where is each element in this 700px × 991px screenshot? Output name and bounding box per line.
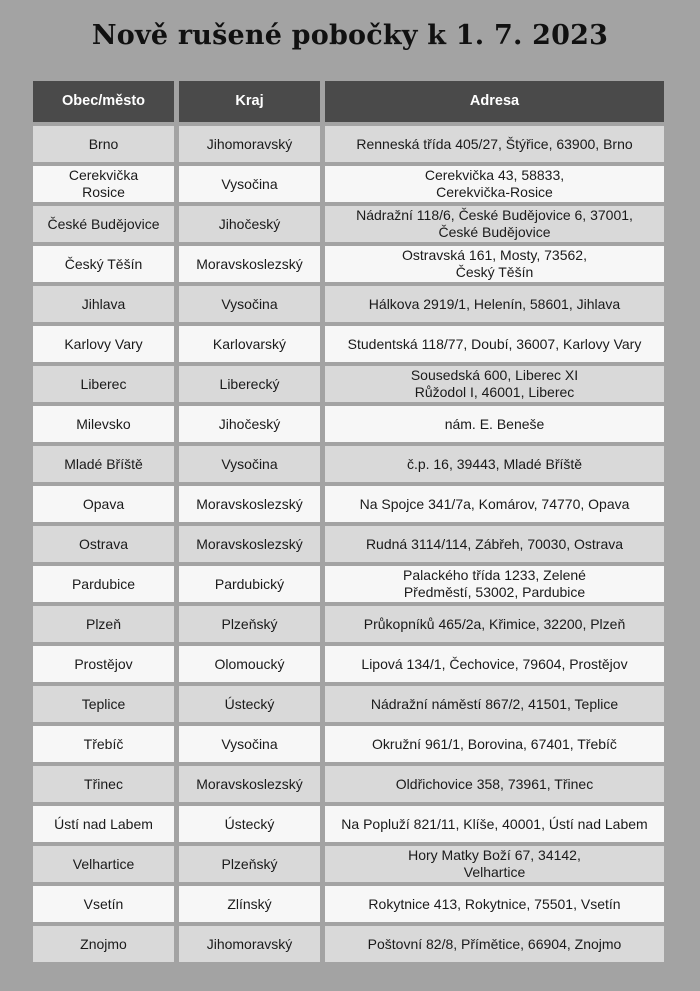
table-row xyxy=(33,366,664,402)
cell-adresa: nám. E. Beneše xyxy=(325,406,664,442)
table-row xyxy=(33,766,664,802)
cell-obec: České Budějovice xyxy=(33,206,174,242)
cell-adresa: č.p. 16, 39443, Mladé Bříště xyxy=(325,446,664,482)
table-row xyxy=(33,726,664,762)
cell-obec: Teplice xyxy=(33,686,174,722)
cell-adresa: Sousedská 600, Liberec XI Růžodol I, 46001, Liberec xyxy=(325,366,664,402)
cell-adresa: Oldřichovice 358, 73961, Třinec xyxy=(325,766,664,802)
cell-adresa: Nádražní náměstí 867/2, 41501, Teplice xyxy=(325,686,664,722)
cell-kraj: Jihočeský xyxy=(179,206,320,242)
cell-obec: Liberec xyxy=(33,366,174,402)
cell-obec: Milevsko xyxy=(33,406,174,442)
table-row xyxy=(33,606,664,642)
cell-kraj: Ústecký xyxy=(179,686,320,722)
cell-obec: Prostějov xyxy=(33,646,174,682)
cell-kraj: Vysočina xyxy=(179,446,320,482)
cell-kraj: Olomoucký xyxy=(179,646,320,682)
cell-adresa: Studentská 118/77, Doubí, 36007, Karlovy Vary xyxy=(325,326,664,362)
cell-obec: Český Těšín xyxy=(33,246,174,282)
cell-kraj: Ústecký xyxy=(179,806,320,842)
cell-adresa: Hory Matky Boží 67, 34142, Velhartice xyxy=(325,846,664,882)
table-row xyxy=(33,126,664,162)
cell-obec: Pardubice xyxy=(33,566,174,602)
cell-kraj: Vysočina xyxy=(179,286,320,322)
table-row xyxy=(33,406,664,442)
cell-kraj: Pardubický xyxy=(179,566,320,602)
cell-obec: Brno xyxy=(33,126,174,162)
cell-obec: Opava xyxy=(33,486,174,522)
cell-obec: Znojmo xyxy=(33,926,174,962)
cell-adresa: Palackého třída 1233, Zelené Předměstí, 53002, Pardubice xyxy=(325,566,664,602)
cell-kraj: Moravskoslezský xyxy=(179,526,320,562)
cell-obec: Třebíč xyxy=(33,726,174,762)
cell-obec: Jihlava xyxy=(33,286,174,322)
cell-obec: Velhartice xyxy=(33,846,174,882)
column-header-obec: Obec/město xyxy=(33,81,174,122)
table-row xyxy=(33,646,664,682)
table-row xyxy=(33,886,664,922)
table-row xyxy=(33,206,664,242)
cell-adresa: Hálkova 2919/1, Helenín, 58601, Jihlava xyxy=(325,286,664,322)
cell-adresa: Poštovní 82/8, Přímětice, 66904, Znojmo xyxy=(325,926,664,962)
table-header-row xyxy=(33,81,664,122)
cell-kraj: Moravskoslezský xyxy=(179,766,320,802)
table-row xyxy=(33,326,664,362)
cell-kraj: Jihomoravský xyxy=(179,926,320,962)
branches-table xyxy=(33,81,664,966)
cell-kraj: Liberecký xyxy=(179,366,320,402)
table-row xyxy=(33,566,664,602)
column-header-kraj: Kraj xyxy=(179,81,320,122)
cell-adresa: Lipová 134/1, Čechovice, 79604, Prostějov xyxy=(325,646,664,682)
cell-obec: Třinec xyxy=(33,766,174,802)
cell-kraj: Jihočeský xyxy=(179,406,320,442)
cell-adresa: Rudná 3114/114, Zábřeh, 70030, Ostrava xyxy=(325,526,664,562)
table-row xyxy=(33,926,664,962)
cell-kraj: Vysočina xyxy=(179,166,320,202)
table-row xyxy=(33,806,664,842)
table-row xyxy=(33,446,664,482)
cell-adresa: Ostravská 161, Mosty, 73562, Český Těšín xyxy=(325,246,664,282)
cell-adresa: Na Spojce 341/7a, Komárov, 74770, Opava xyxy=(325,486,664,522)
cell-adresa: Nádražní 118/6, České Budějovice 6, 37001, České Budějovice xyxy=(325,206,664,242)
cell-adresa: Na Popluží 821/11, Klíše, 40001, Ústí nad Labem xyxy=(325,806,664,842)
table-row xyxy=(33,846,664,882)
table-row xyxy=(33,286,664,322)
cell-kraj: Moravskoslezský xyxy=(179,246,320,282)
cell-kraj: Plzeňský xyxy=(179,846,320,882)
table-row xyxy=(33,486,664,522)
cell-adresa: Okružní 961/1, Borovina, 67401, Třebíč xyxy=(325,726,664,762)
cell-obec: Ústí nad Labem xyxy=(33,806,174,842)
cell-kraj: Plzeňský xyxy=(179,606,320,642)
cell-kraj: Moravskoslezský xyxy=(179,486,320,522)
cell-kraj: Vysočina xyxy=(179,726,320,762)
cell-obec: Cerekvička Rosice xyxy=(33,166,174,202)
cell-obec: Ostrava xyxy=(33,526,174,562)
cell-kraj: Jihomoravský xyxy=(179,126,320,162)
cell-adresa: Průkopníků 465/2a, Křimice, 32200, Plzeň xyxy=(325,606,664,642)
cell-adresa: Renneská třída 405/27, Štýřice, 63900, Brno xyxy=(325,126,664,162)
cell-adresa: Cerekvička 43, 58833, Cerekvička-Rosice xyxy=(325,166,664,202)
column-header-adresa: Adresa xyxy=(325,81,664,122)
table-row xyxy=(33,686,664,722)
cell-kraj: Zlínský xyxy=(179,886,320,922)
page-title: Nově rušené pobočky k 1. 7. 2023 xyxy=(91,20,609,51)
table-row xyxy=(33,166,664,202)
cell-obec: Mladé Bříště xyxy=(33,446,174,482)
cell-obec: Plzeň xyxy=(33,606,174,642)
cell-adresa: Rokytnice 413, Rokytnice, 75501, Vsetín xyxy=(325,886,664,922)
cell-kraj: Karlovarský xyxy=(179,326,320,362)
cell-obec: Karlovy Vary xyxy=(33,326,174,362)
table-body xyxy=(33,126,664,962)
table-row xyxy=(33,246,664,282)
cell-obec: Vsetín xyxy=(33,886,174,922)
table-row xyxy=(33,526,664,562)
